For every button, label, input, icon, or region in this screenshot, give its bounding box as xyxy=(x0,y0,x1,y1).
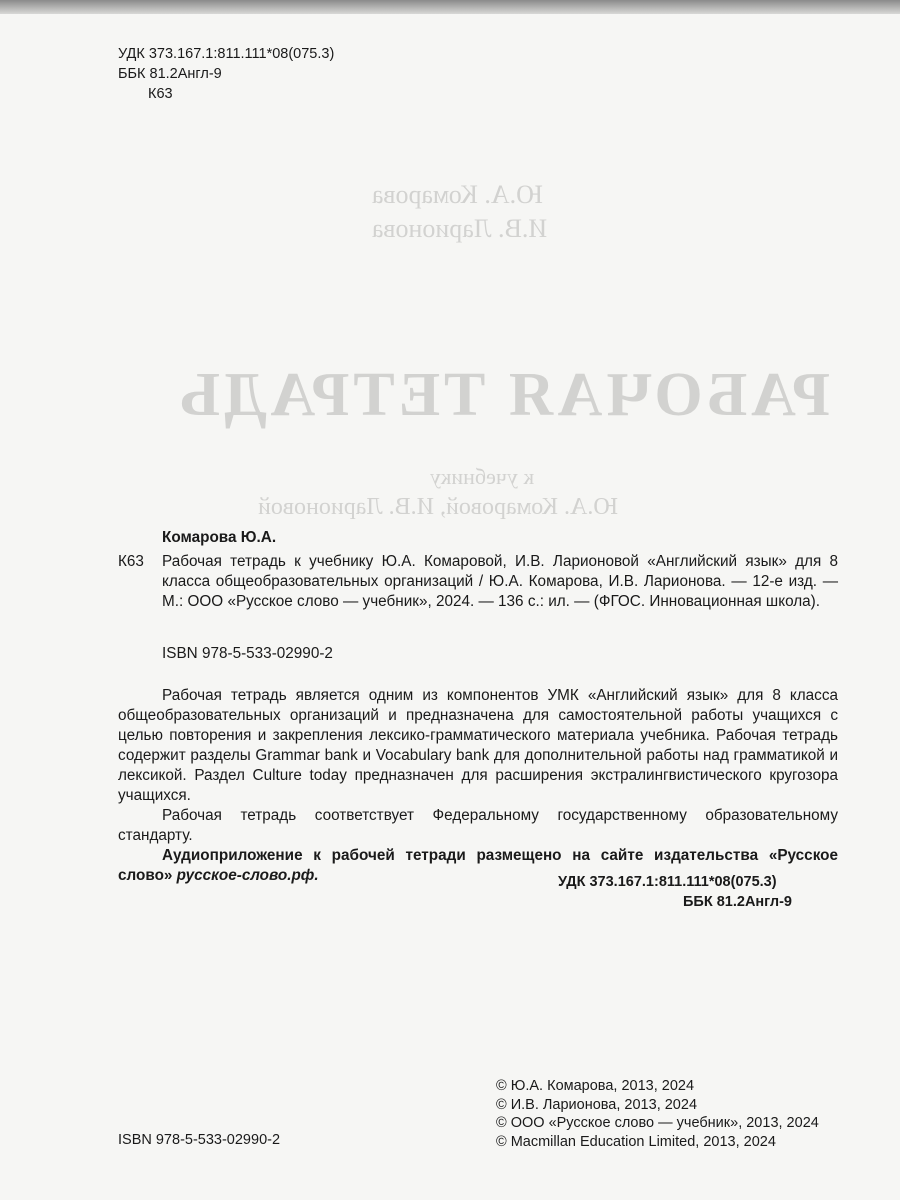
copyright-line: © И.В. Ларионова, 2013, 2024 xyxy=(496,1096,698,1113)
annotation xyxy=(118,686,838,886)
annotation-paragraph-1: Рабочая тетрадь является одним из компонентов УМК «Английский язык» для 8 класса общеобразовательных организаций и предназначена для самостоятельной работы учащихся с целью повторения и закрепления лексико-грамматического материала учебника. Рабочая тетрадь содержит разделы Grammar bank и Vocabulary bank для дополнительной работы над грамматикой и лексикой. Раздел Culture today предназначен для расширения экстралингвистического кругозора учащихся. xyxy=(118,687,838,804)
copyright-line: © Ю.А. Комарова, 2013, 2024 xyxy=(496,1078,695,1094)
bibliography-author-mark: К63 xyxy=(118,553,144,570)
show-through-author-2: И.В. Ларионова xyxy=(372,214,548,243)
bibliography-entry xyxy=(118,552,838,612)
show-through-title: РАБОЧАЯ ТЕТРАДЬ xyxy=(175,361,830,429)
publisher-website: русское-слово.рф. xyxy=(176,867,319,884)
show-through-author-1: Ю.А. Комарова xyxy=(372,180,543,209)
page-edge-shadow xyxy=(0,0,900,14)
udk-code-bottom: УДК 373.167.1:811.111*08(075.3) xyxy=(558,874,777,890)
audio-supplement-text: Аудиоприложение к рабочей тетради размещено на сайте издательства «Русское слово» xyxy=(118,847,838,884)
copyright-line: © Macmillan Education Limited, 2013, 2024 xyxy=(496,1133,776,1150)
udk-code: УДК 373.167.1:811.111*08(075.3) xyxy=(118,46,335,62)
copyright-block xyxy=(496,1077,819,1151)
bibliography-description: Рабочая тетрадь к учебнику Ю.А. Комаровой, И.В. Ларионовой «Английский язык» для 8 класса общеобразовательных организаций / Ю.А. Комарова, И.В. Ларионова. — 12-е изд. — М.: ООО «Русское слово — учебник», 2024. — 136 с.: ил. — (ФГОС. Инновационная школа). xyxy=(162,553,838,610)
copyright-line: © ООО «Русское слово — учебник», 2013, 2024 xyxy=(496,1115,819,1131)
bbk-code: ББК 81.2Англ-9 xyxy=(118,66,222,82)
isbn-bottom: ISBN 978-5-533-02990-2 xyxy=(118,1132,281,1148)
classification-codes-top xyxy=(118,44,334,104)
isbn-line: ISBN 978-5-533-02990-2 xyxy=(162,645,333,662)
show-through-line-1: к учебнику xyxy=(430,464,535,489)
bibliography-author: Комарова Ю.А. xyxy=(162,529,277,546)
show-through-line-2: Ю.А. Комаровой, И.В. Ларионовой xyxy=(258,494,619,520)
bbk-code-bottom: ББК 81.2Англ-9 xyxy=(683,894,792,910)
author-mark: К63 xyxy=(148,86,173,102)
classification-codes-bottom xyxy=(558,872,838,912)
annotation-paragraph-2: Рабочая тетрадь соответствует Федеральному государственному образовательному стандарту. xyxy=(118,807,838,844)
